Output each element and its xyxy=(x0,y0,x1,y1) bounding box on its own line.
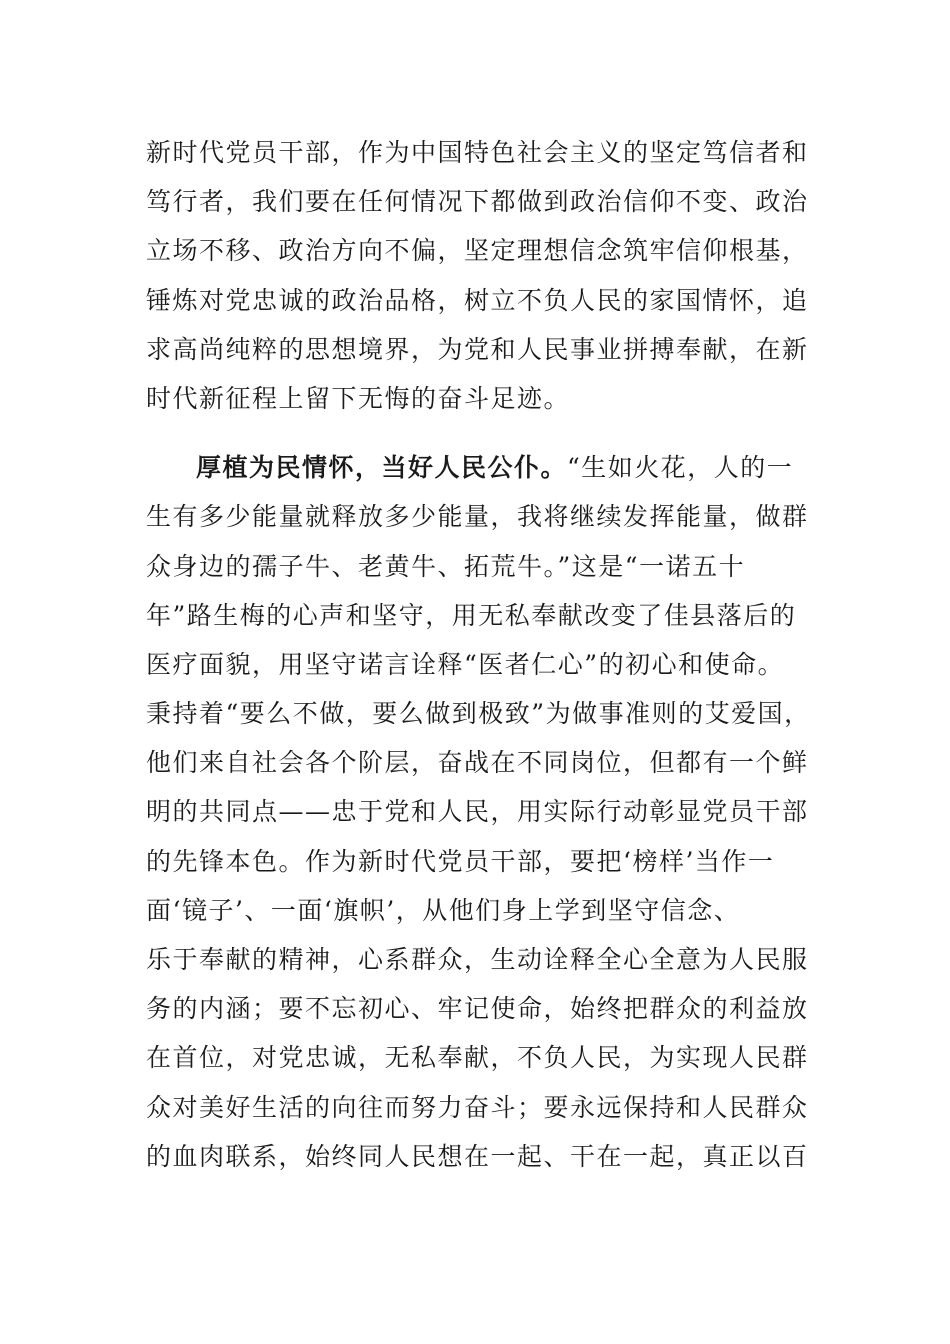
paragraph-line: 的先锋本色。作为新时代党员干部，要把‘榜样’当作一 xyxy=(146,846,775,876)
paragraph-line: 众对美好生活的向往而努力奋斗；要永远保持和人民群众 xyxy=(146,1092,809,1122)
paragraph-line: 众身边的孺子牛、老黄牛、拓荒牛。”这是“一诺五十 xyxy=(146,551,746,581)
paragraph-line: 时代新征程上留下无悔的奋斗足迹。 xyxy=(146,383,571,413)
paragraph-line: 乐于奉献的精神，心系群众，生动诠释全心全意为人民服 xyxy=(146,945,809,974)
paragraph-line: 求高尚纯粹的思想境界，为党和人民事业拼搏奉献，在新 xyxy=(146,334,809,364)
paragraph-line: 生有多少能量就释放多少能量，我将继续发挥能量，做群 xyxy=(146,502,809,532)
first-line-text: “生如火花，人的一 xyxy=(567,453,794,483)
paragraph-line: 年”路生梅的心声和坚守，用无私奉献改变了佳县落后的 xyxy=(146,600,797,630)
paragraph-line: 新时代党员干部，作为中国特色社会主义的坚定笃信者和 xyxy=(146,138,809,167)
paragraph-line: 医疗面貌，用坚守诺言诠释“医者仁心”的初心和使命。 xyxy=(146,649,785,679)
paragraph-line: 的血肉联系，始终同人民想在一起、干在一起，真正以百 xyxy=(146,1141,809,1171)
paragraph-2 xyxy=(146,443,816,1181)
paragraph-line: 在首位，对党忠诚，无私奉献，不负人民，为实现人民群 xyxy=(146,1043,809,1073)
section-heading: 厚植为民情怀，当好人民公仆。 xyxy=(196,453,568,483)
paragraph-line: 务的内涵；要不忘初心、牢记使命，始终把群众的利益放 xyxy=(146,994,809,1024)
paragraph-line: 笃行者，我们要在任何情况下都做到政治信仰不变、政治 xyxy=(146,187,809,217)
paragraph-line: 他们来自社会各个阶层，奋战在不同岗位，但都有一个鲜 xyxy=(146,748,809,778)
paragraph-line: 秉持着“要么不做，要么做到极致”为做事准则的艾爱国， xyxy=(146,699,811,729)
paragraph-first-line xyxy=(146,443,816,492)
document-page xyxy=(146,128,816,1181)
paragraph-line: 明的共同点——忠于党和人民，用实际行动彰显党员干部 xyxy=(146,797,809,827)
paragraph-1 xyxy=(146,128,816,423)
paragraph-line: 锤炼对党忠诚的政治品格，树立不负人民的家国情怀，追 xyxy=(146,285,809,315)
paragraph-line: 立场不移、政治方向不偏，坚定理想信念筑牢信仰根基， xyxy=(146,236,809,266)
paragraph-line: 面‘镜子’、一面‘旗帜’，从他们身上学到坚守信念、 xyxy=(146,895,741,925)
paragraph-spacer xyxy=(146,423,816,443)
